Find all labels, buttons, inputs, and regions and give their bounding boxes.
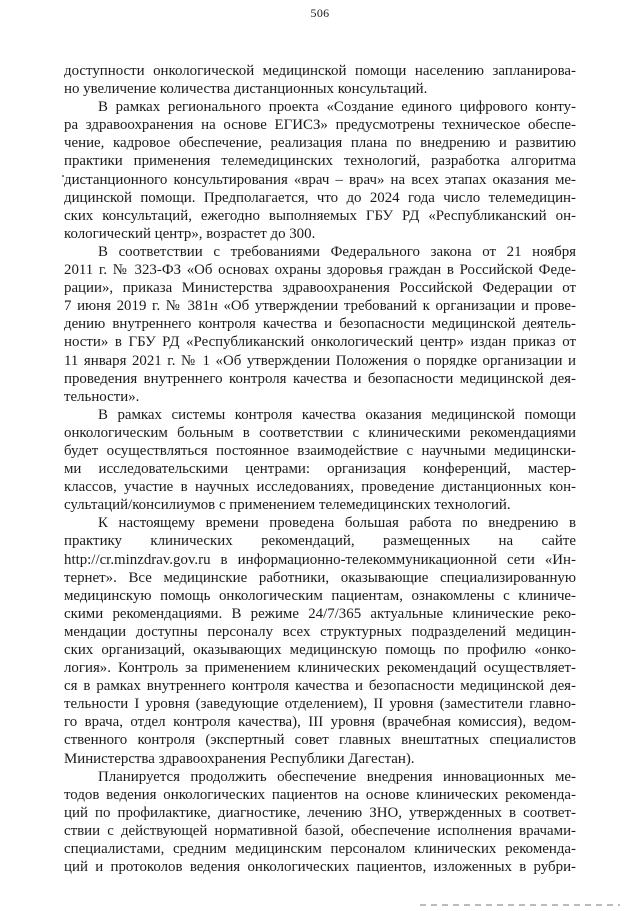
text-line: ра здравоохранения на основе ЕГИСЗ» предусмотрены техническое обеспе- xyxy=(64,117,576,134)
text-line: го врача, отдел контроля качества), III уровня (врачебная комиссия), ведом- xyxy=(64,714,576,731)
text-line: логия». Контроль за применением клинических рекомендаций осуществляет- xyxy=(64,660,576,677)
text-line: В рамках системы контроля качества оказания медицинской помощи xyxy=(98,406,576,423)
text-line: ственного контроля (экспертный совет главных внештатных специалистов xyxy=(64,732,576,749)
text-line: кологический центр», возрастет до 300. xyxy=(64,225,316,242)
scan-artifact xyxy=(420,904,620,906)
text-line: скими рекомендациями. В режиме 24/7/365 актуальные клинические реко- xyxy=(64,605,576,622)
text-line: тельности I уровня (заведующие отделением), II уровня (заместители главно- xyxy=(64,696,576,713)
text-line: проведения внутреннего контроля качества и безопасности медицинской дея- xyxy=(64,370,576,387)
text-line: тодов ведения онкологических пациентов на основе клинических рекоменда- xyxy=(64,786,576,803)
text-line: В рамках регионального проекта «Создание единого цифрового конту- xyxy=(98,99,576,116)
text-line: практики применения телемедицинских технологий, разработка алгоритма xyxy=(64,153,576,170)
text-line: классов, участие в научных исследованиях, проведение дистанционных кон- xyxy=(64,479,576,496)
text-line: дению внутреннего контроля качества и безопасности медицинской деятель- xyxy=(64,316,576,333)
text-line: мендации доступны персоналу всех структурных подразделений медицин- xyxy=(64,623,576,640)
text-line: 11 января 2021 г. № 1 «Об утверждении Положения о порядке организации и xyxy=(64,352,576,369)
text-line: Министерства здравоохранения Республики Дагестан). xyxy=(64,750,415,767)
text-line: чение, кадровое обеспечение, реализация плана по внедрению и развитию xyxy=(64,135,576,152)
text-line: сультаций/консилиумов с применением телемедицинских технологий. xyxy=(64,497,511,514)
text-line: ности» в ГБУ РД «Республиканский онкологический центр» издан приказ от xyxy=(64,334,576,351)
text-line: ся в рамках внутреннего контроля качества и безопасности медицинской дея- xyxy=(64,678,576,695)
text-line: Планируется продолжить обеспечение внедрения инновационных ме- xyxy=(98,768,576,785)
text-line: К настоящему времени проведена большая работа по внедрению в xyxy=(98,515,576,532)
text-line: рации», приказа Министерства здравоохранения Российской Федерации от xyxy=(64,280,576,297)
text-line: 2011 г. № 323-ФЗ «Об основах охраны здоровья граждан в Российской Феде- xyxy=(64,262,576,279)
body-text xyxy=(64,62,576,876)
text-line: В соответствии с требованиями Федерального закона от 21 ноября xyxy=(98,243,576,260)
text-line: http://cr.minzdrav.gov.ru в информационно-телекоммуникационной сети «Ин- xyxy=(64,551,576,568)
text-line: 7 июня 2019 г. № 381н «Об утверждении требований к организации и прове- xyxy=(64,298,576,315)
text-line: дистанционного консультирования «врач – врач» на всех этапах оказания ме- xyxy=(64,171,576,188)
text-line: ми исследовательскими центрами: организация конференций, мастер- xyxy=(64,461,576,478)
text-line: доступности онкологической медицинской помощи населению запланирова- xyxy=(64,63,576,79)
text-line: тельности». xyxy=(64,388,140,405)
text-line: ствии с действующей нормативной базой, обеспечение исполнения врачами- xyxy=(64,822,576,839)
text-line: ских организаций, оказывающих медицинскую помощь по профилю «онко- xyxy=(64,642,576,658)
text-line: медицинскую помощь онкологическим пациентам, ознакомлены с клиниче- xyxy=(64,587,576,604)
text-line: но увеличение количества дистанционных консультаций. xyxy=(64,81,428,98)
text-line: дицинской помощи. Предполагается, что до 2024 года число телемедицин- xyxy=(64,189,576,206)
text-line: специалистами, средним медицинским персоналом клинических рекоменда- xyxy=(64,841,576,858)
page-number: 506 xyxy=(310,6,330,20)
text-line: тернет». Все медицинские работники, оказывающие специализированную xyxy=(64,569,576,586)
text-line: будет осуществляться постоянное взаимодействие с научными медицински- xyxy=(64,442,576,459)
text-line: ских консультаций, ежегодно выполняемых ГБУ РД «Республиканский он- xyxy=(64,207,576,224)
text-line: онкологическим больным в соответствии с клиническими рекомендациями xyxy=(64,424,576,441)
text-line: ций и протоколов ведения онкологических пациентов, изложенных в рубри- xyxy=(64,859,576,876)
text-line: практику клинических рекомендаций, размещенных на сайте xyxy=(64,533,576,550)
text-line: ций по профилактике, диагностике, лечению ЗНО, утвержденных в соответ- xyxy=(64,804,576,821)
